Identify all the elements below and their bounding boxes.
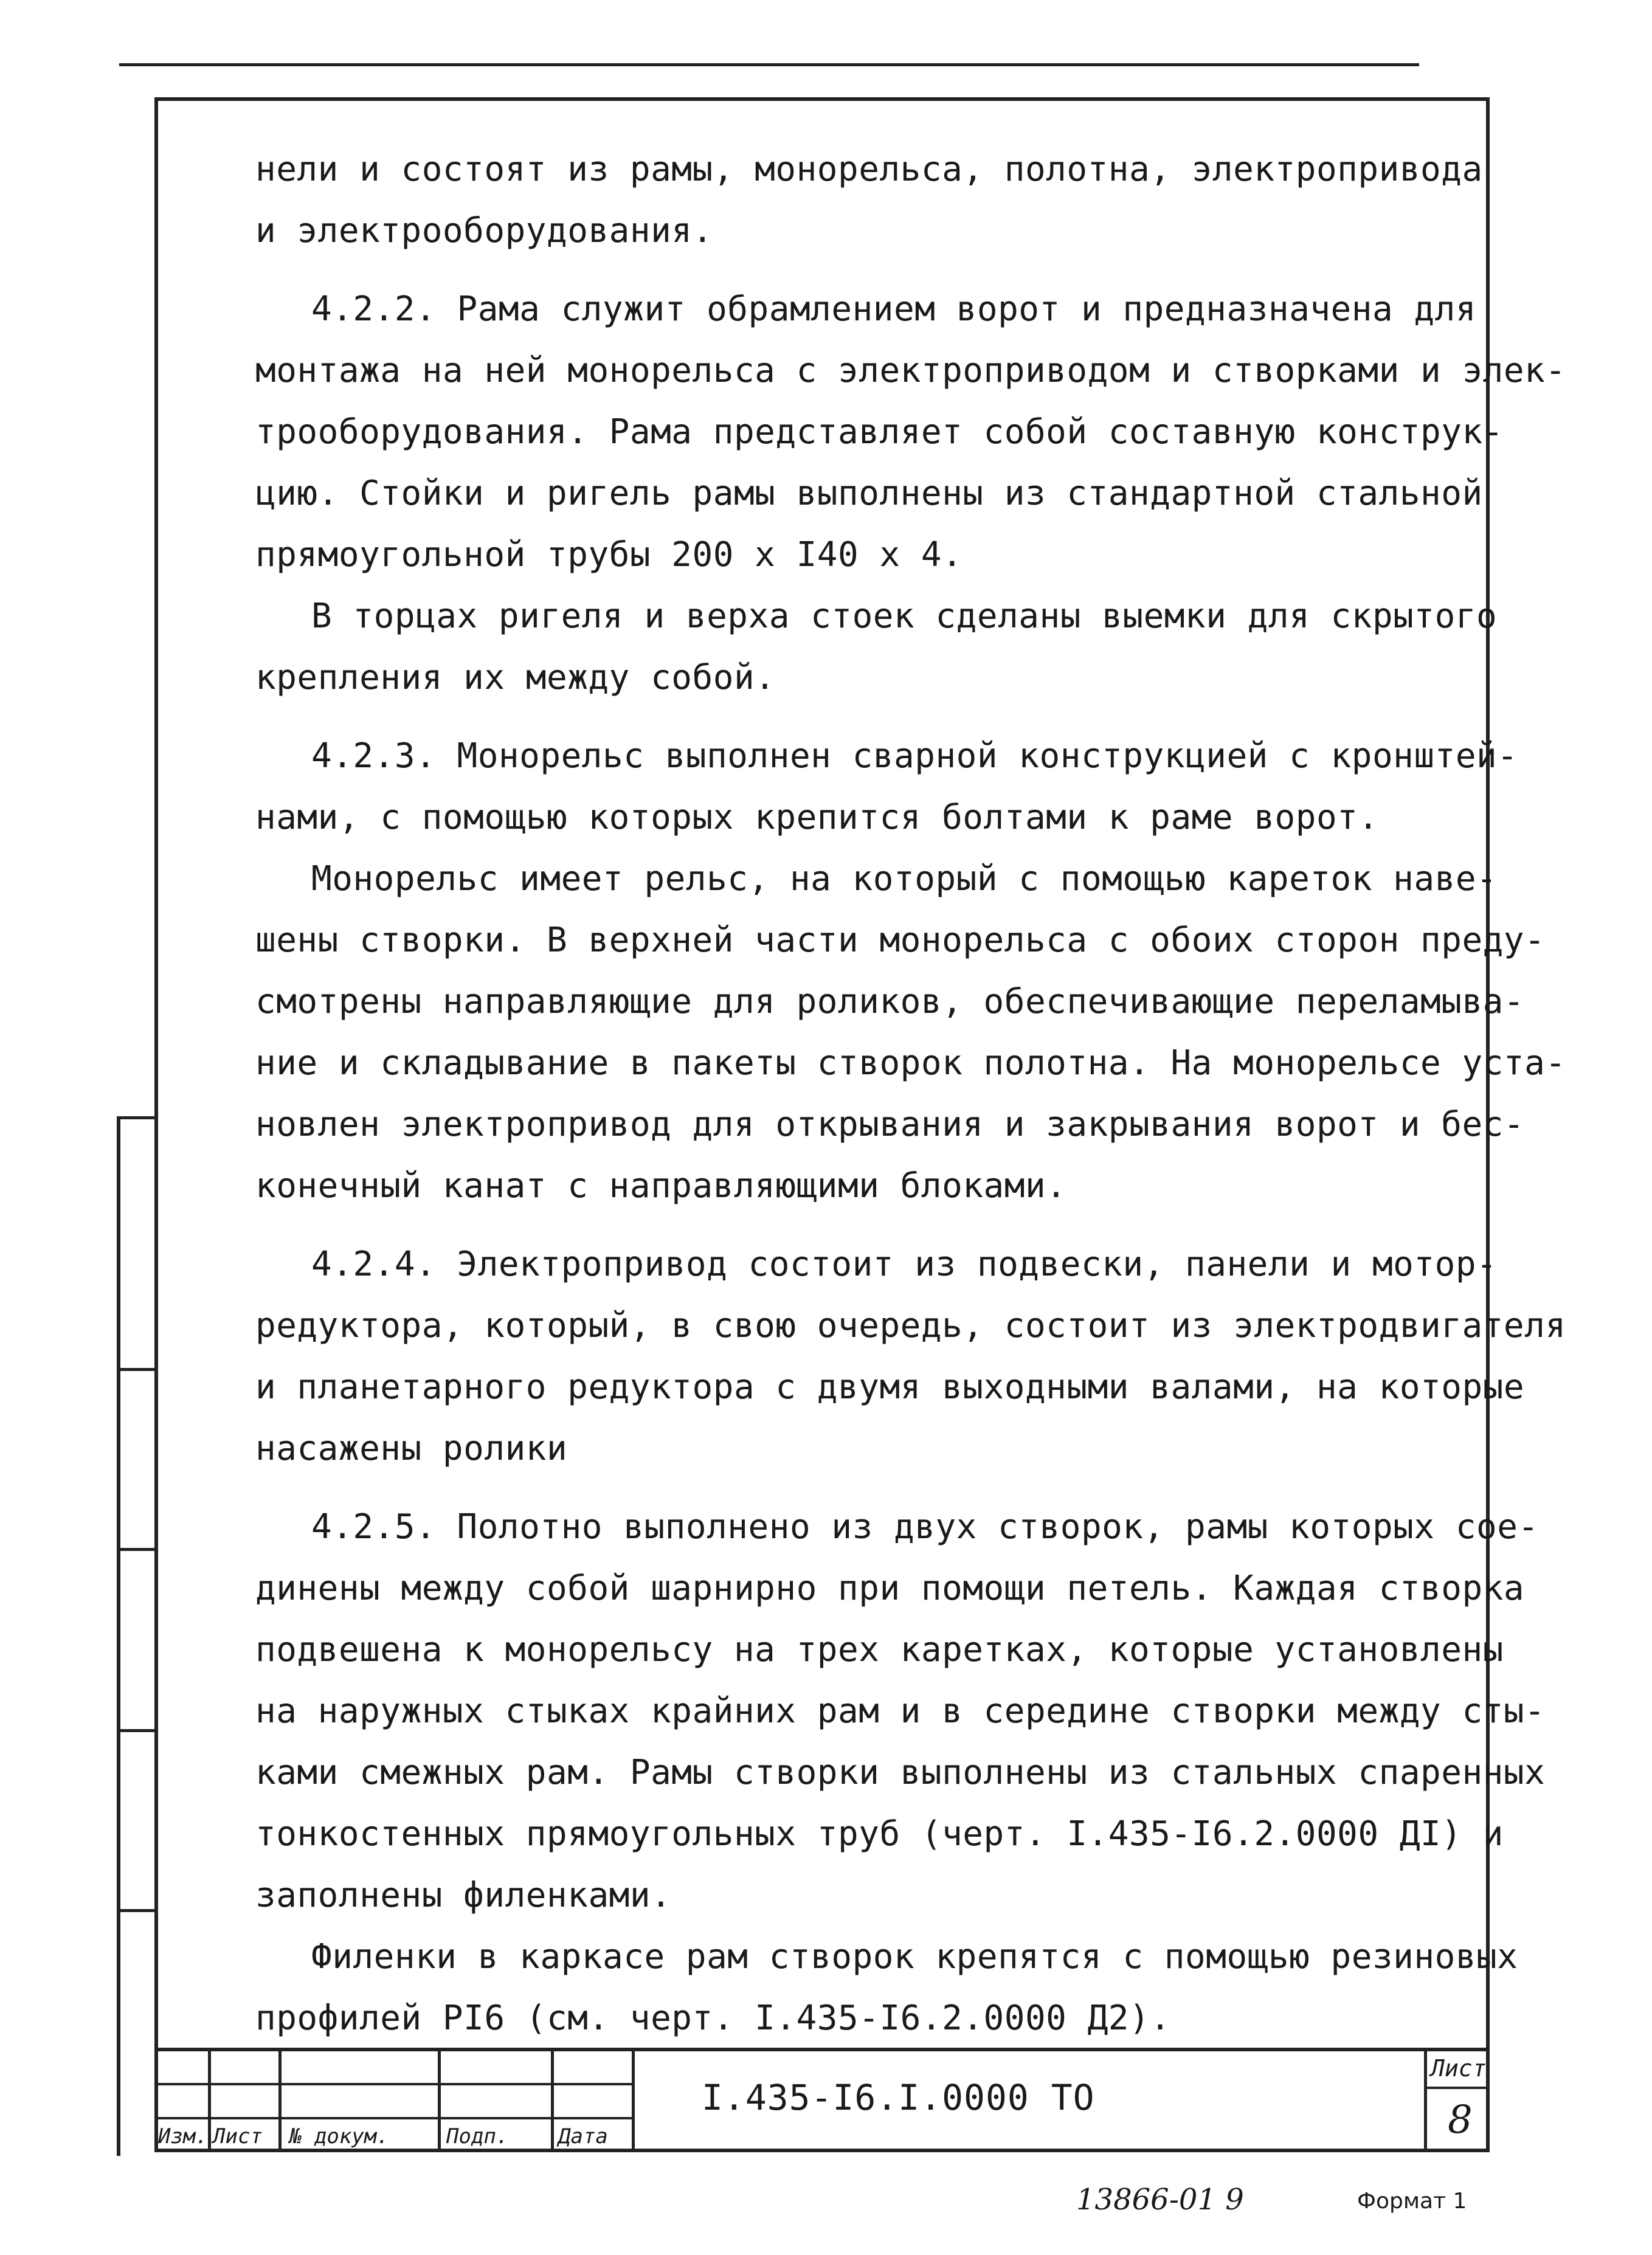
text-line: подвешена к монорельсу на трех каретках, которые установлены: [255, 1630, 1504, 1670]
text-line: В торцах ригеля и верха стоек сделаны выемки для скрытого: [311, 596, 1498, 636]
format-label: Формат 1: [1357, 2189, 1467, 2214]
text-line: Филенки в каркасе рам створок крепятся с помощью резиновых: [311, 1937, 1518, 1977]
sheet-divider: [1427, 2087, 1490, 2089]
grid-line: [438, 2051, 441, 2152]
text-line: заполнены филенками.: [255, 1876, 672, 1915]
text-line: смотрены направляющие для роликов, обеспечивающие переламыва-: [255, 982, 1525, 1021]
top-rule: [119, 63, 1419, 66]
text-line: на наружных стыках крайних рам и в середине створки между сты-: [255, 1691, 1546, 1731]
label-izm: Изм.: [158, 2124, 208, 2149]
text-line: и электрооборудования.: [255, 211, 713, 250]
title-block: [154, 2048, 1490, 2152]
revision-grid: [154, 2051, 635, 2152]
text-line: ние и складывание в пакеты створок полотна. На монорельсе уста-: [255, 1043, 1566, 1083]
grid-line: [208, 2051, 211, 2152]
text-line: 4.2.5. Полотно выполнено из двух створок, рамы которых сое-: [311, 1507, 1539, 1547]
grid-line: [278, 2051, 282, 2152]
handwritten-archive-number: 13866-01 9: [1076, 2183, 1244, 2217]
text-line: крепления их между собой.: [255, 658, 776, 697]
label-document-number: № докум.: [289, 2124, 389, 2149]
label-signature: Подп.: [446, 2124, 509, 2149]
text-line: редуктора, который, в свою очередь, состоит из электродвигателя: [255, 1306, 1566, 1345]
margin-tick: [117, 1548, 157, 1551]
text-line: монтажа на ней монорельса с электроприводом и створками и элек-: [255, 351, 1566, 390]
grid-line: [154, 2117, 635, 2119]
text-line: 4.2.2. Рама служит обрамлением ворот и предназначена для: [311, 289, 1477, 329]
text-line: тонкостенных прямоугольных труб (черт. I.435-I6.2.0000 ДI) и: [255, 1814, 1504, 1854]
text-line: и планетарного редуктора с двумя выходными валами, на которые: [255, 1367, 1525, 1407]
label-date: Дата: [558, 2124, 608, 2149]
grid-line: [551, 2051, 554, 2152]
text-line: нами, с помощью которых крепится болтами к раме ворот.: [255, 798, 1379, 837]
text-line: конечный канат с направляющими блоками.: [255, 1166, 1067, 1206]
text-line: цию. Стойки и ригель рамы выполнены из стандартной стальной: [255, 474, 1483, 513]
text-line: ками смежных рам. Рамы створки выполнены из стальных спаренных: [255, 1753, 1546, 1792]
text-line: трооборудования. Рама представляет собой составную конструк-: [255, 412, 1504, 452]
text-line: 4.2.4. Электропривод состоит из подвески, панели и мотор-: [311, 1245, 1498, 1284]
left-margin-line: [117, 1116, 120, 2156]
sheet-number: 8: [1448, 2098, 1473, 2143]
margin-tick: [117, 1909, 157, 1912]
grid-line: [154, 2083, 635, 2085]
sheet-box: [1424, 2051, 1490, 2152]
text-line: профилей PI6 (см. черт. I.435-I6.2.0000 Д2).: [255, 1998, 1171, 2038]
text-line: новлен электропривод для открывания и закрывания ворот и бес-: [255, 1105, 1525, 1144]
text-line: Монорельс имеет рельс, на который с помощью кареток наве-: [311, 859, 1498, 899]
text-line: прямоугольной трубы 200 х I40 х 4.: [255, 535, 963, 575]
text-line: 4.2.3. Монорельс выполнен сварной конструкцией с кронштей-: [311, 736, 1518, 776]
text-line: динены между собой шарнирно при помощи петель. Каждая створка: [255, 1569, 1525, 1608]
document-designation: I.435-I6.I.0000 ТО: [702, 2077, 1095, 2118]
text-line: насажены ролики: [255, 1429, 568, 1468]
margin-tick: [117, 1116, 157, 1119]
grid-line: [632, 2051, 635, 2152]
text-line: нели и состоят из рамы, монорельса, полотна, электропривода: [255, 150, 1483, 189]
label-list: Лист: [213, 2124, 263, 2149]
text-line: шены створки. В верхней части монорельса с обоих сторон преду-: [255, 920, 1546, 960]
margin-tick: [117, 1729, 157, 1732]
margin-tick: [117, 1368, 157, 1371]
document-body: [255, 139, 1566, 2049]
sheet-label: Лист: [1431, 2055, 1487, 2082]
